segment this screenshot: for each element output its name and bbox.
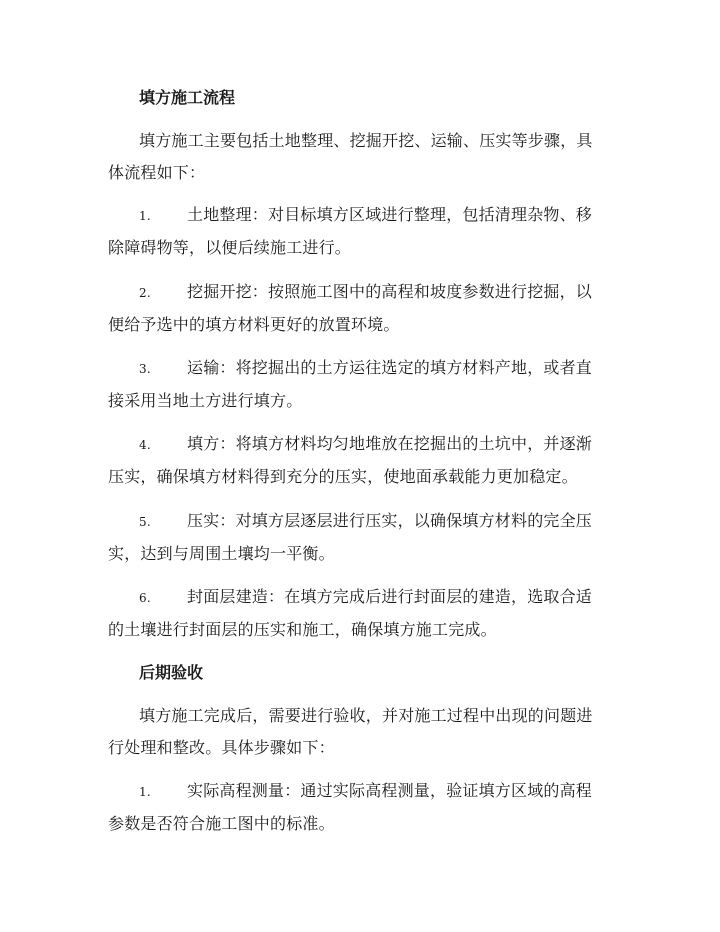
list-number: 1. [139, 785, 151, 799]
list-item-text: 土地整理：对目标填方区域进行整理，包括清理杂物、移 [187, 205, 593, 224]
list-number: 3. [139, 362, 151, 376]
section-heading-acceptance: 后期验收 [139, 663, 204, 682]
list-number: 2. [139, 286, 151, 300]
list-item-text: 封面层建造：在填方完成后进行封面层的建造，选取合适 [187, 587, 593, 606]
paragraph-line: 体流程如下： [108, 163, 206, 182]
list-item-text-continued: 接采用当地土方进行填方。 [108, 391, 303, 410]
list-item-text-continued: 的土壤进行封面层的压实和施工，确保填方施工完成。 [108, 620, 497, 639]
list-item-text: 运输：将挖掘出的土方运往选定的填方材料产地，或者直 [187, 358, 593, 377]
acceptance-list-item-1 [108, 775, 604, 840]
section-heading-fill-process: 填方施工流程 [139, 88, 236, 107]
list-item-text: 填方：将填方材料均匀地堆放在挖掘出的土坑中，并逐渐 [187, 434, 593, 453]
list-item-text: 压实：对填方层逐层进行压实，以确保填方材料的完全压 [187, 511, 593, 530]
list-item-text: 实际高程测量：通过实际高程测量，验证填方区域的高程 [187, 781, 593, 800]
paragraph-line: 填方施工完成后，需要进行验收，并对施工过程中出现的问题进 [139, 706, 593, 725]
list-number: 6. [139, 591, 151, 605]
list-item-text-continued: 参数是否符合施工图中的标准。 [108, 814, 335, 833]
list-item-text-continued: 压实，确保填方材料得到充分的压实，使地面承载能力更加稳定。 [108, 467, 578, 486]
intro-paragraph-acceptance [108, 700, 604, 764]
list-item-text: 挖掘开挖：按照施工图中的高程和坡度参数进行挖掘，以 [187, 282, 593, 301]
intro-paragraph-fill-process [108, 125, 604, 189]
paragraph-line: 填方施工主要包括土地整理、挖掘开挖、运输、压实等步骤，具 [139, 131, 593, 150]
paragraph-line: 行处理和整改。具体步骤如下： [108, 738, 335, 757]
list-number: 4. [139, 438, 151, 452]
list-number: 5. [139, 515, 151, 529]
list-item-5 [108, 505, 604, 570]
list-item-1 [108, 199, 604, 264]
list-item-text-continued: 便给予选中的填方材料更好的放置环境。 [108, 315, 400, 334]
list-item-6 [108, 581, 604, 646]
list-number: 1. [139, 209, 151, 223]
list-item-text-continued: 除障碍物等，以便后续施工进行。 [108, 238, 352, 257]
list-item-4 [108, 428, 604, 493]
list-item-2 [108, 276, 604, 341]
list-item-3 [108, 352, 604, 417]
list-item-text-continued: 实，达到与周围土壤均一平衡。 [108, 544, 335, 563]
